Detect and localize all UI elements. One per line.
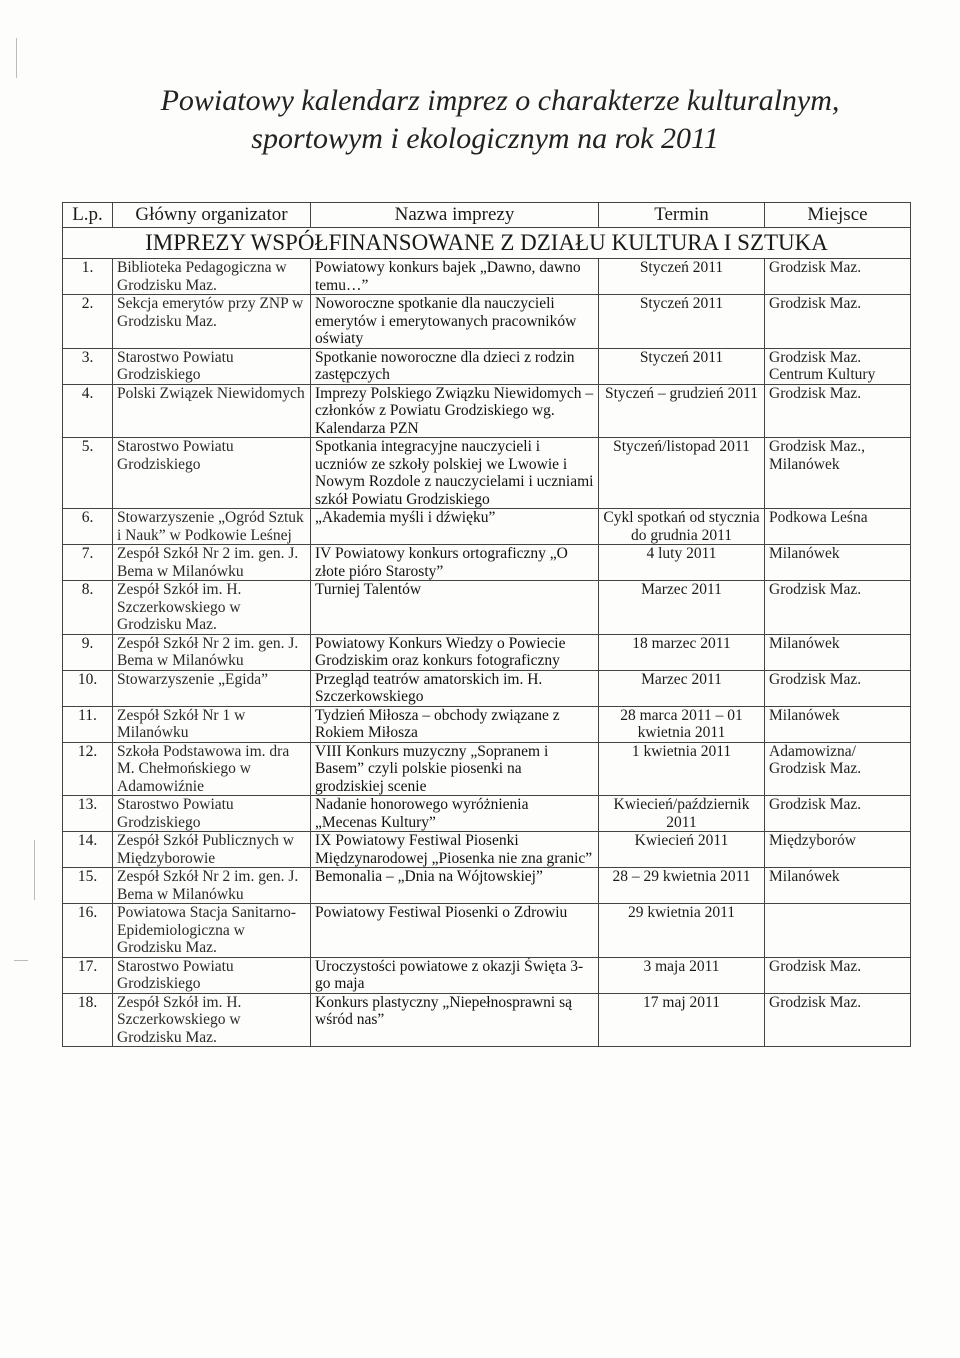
place-cell: Grodzisk Maz.: [765, 670, 911, 706]
row-number: 3.: [63, 348, 113, 384]
place-cell: Grodzisk Maz.: [765, 796, 911, 832]
table-row: [63, 796, 911, 832]
organizer-cell: Stowarzyszenie „Egida”: [113, 670, 311, 706]
event-name-cell: Powiatowy Konkurs Wiedzy o Powiecie Grodziskim oraz konkurs fotograficzny: [311, 634, 599, 670]
date-cell: Kwiecień/październik 2011: [599, 796, 765, 832]
row-number: 4.: [63, 384, 113, 438]
organizer-cell: Starostwo Powiatu Grodziskiego: [113, 796, 311, 832]
row-number: 10.: [63, 670, 113, 706]
scan-edge-mark: [14, 960, 28, 961]
event-name-cell: Turniej Talentów: [311, 581, 599, 635]
event-name-cell: Przegląd teatrów amatorskich im. H. Szczerkowskiego: [311, 670, 599, 706]
title-line-2: sportowym i ekologicznym na rok 2011: [251, 122, 719, 155]
organizer-cell: Polski Związek Niewidomych: [113, 384, 311, 438]
organizer-cell: Zespół Szkół Nr 2 im. gen. J. Bema w Milanówku: [113, 868, 311, 904]
section-title: IMPREZY WSPÓŁFINANSOWANE Z DZIAŁU KULTURA I SZTUKA: [63, 228, 911, 259]
organizer-cell: Sekcja emerytów przy ZNP w Grodzisku Maz.: [113, 295, 311, 349]
table-row: [63, 706, 911, 742]
event-name-cell: Spotkanie noworoczne dla dzieci z rodzin zastępczych: [311, 348, 599, 384]
row-number: 1.: [63, 259, 113, 295]
date-cell: Styczeń – grudzień 2011: [599, 384, 765, 438]
place-cell: Milanówek: [765, 706, 911, 742]
table-row: [63, 509, 911, 545]
header-lp: L.p.: [63, 203, 113, 228]
row-number: 6.: [63, 509, 113, 545]
date-cell: 1 kwietnia 2011: [599, 742, 765, 796]
organizer-cell: Biblioteka Pedagogiczna w Grodzisku Maz.: [113, 259, 311, 295]
date-cell: 4 luty 2011: [599, 545, 765, 581]
table-row: [63, 438, 911, 509]
header-place: Miejsce: [765, 203, 911, 228]
organizer-cell: Stowarzyszenie „Ogród Sztuk i Nauk” w Podkowie Leśnej: [113, 509, 311, 545]
event-name-cell: Nadanie honorowego wyróżnienia „Mecenas Kultury”: [311, 796, 599, 832]
row-number: 8.: [63, 581, 113, 635]
organizer-cell: Zespół Szkół Nr 1 w Milanówku: [113, 706, 311, 742]
organizer-cell: Zespół Szkół Nr 2 im. gen. J. Bema w Milanówku: [113, 545, 311, 581]
organizer-cell: Zespół Szkół Publicznych w Międzyborowie: [113, 832, 311, 868]
table-row: [63, 993, 911, 1047]
events-table: [62, 202, 911, 1047]
place-cell: Grodzisk Maz. Centrum Kultury: [765, 348, 911, 384]
date-cell: Styczeń 2011: [599, 259, 765, 295]
organizer-cell: Zespół Szkół Nr 2 im. gen. J. Bema w Milanówku: [113, 634, 311, 670]
date-cell: Cykl spotkań od stycznia do grudnia 2011: [599, 509, 765, 545]
place-cell: Międzyborów: [765, 832, 911, 868]
header-event: Nazwa imprezy: [311, 203, 599, 228]
place-cell: Podkowa Leśna: [765, 509, 911, 545]
place-cell: Grodzisk Maz.: [765, 581, 911, 635]
date-cell: 28 marca 2011 – 01 kwietnia 2011: [599, 706, 765, 742]
place-cell: Grodzisk Maz.: [765, 957, 911, 993]
date-cell: Styczeń 2011: [599, 348, 765, 384]
event-name-cell: Uroczystości powiatowe z okazji Święta 3-go maja: [311, 957, 599, 993]
row-number: 7.: [63, 545, 113, 581]
table-row: [63, 832, 911, 868]
place-cell: Grodzisk Maz., Milanówek: [765, 438, 911, 509]
row-number: 14.: [63, 832, 113, 868]
date-cell: Kwiecień 2011: [599, 832, 765, 868]
table-row: [63, 670, 911, 706]
date-cell: Styczeń/listopad 2011: [599, 438, 765, 509]
table-row: [63, 957, 911, 993]
place-cell: Milanówek: [765, 634, 911, 670]
organizer-cell: Powiatowa Stacja Sanitarno-Epidemiologiczna w Grodzisku Maz.: [113, 904, 311, 958]
table-row: [63, 348, 911, 384]
row-number: 15.: [63, 868, 113, 904]
row-number: 5.: [63, 438, 113, 509]
place-cell: Grodzisk Maz.: [765, 259, 911, 295]
table-header-row: [63, 203, 911, 228]
row-number: 18.: [63, 993, 113, 1047]
table-row: [63, 295, 911, 349]
organizer-cell: Starostwo Powiatu Grodziskiego: [113, 348, 311, 384]
scan-edge-mark: [16, 38, 17, 78]
table-row: [63, 868, 911, 904]
event-name-cell: Noworoczne spotkanie dla nauczycieli emerytów i emerytowanych pracowników oświaty: [311, 295, 599, 349]
date-cell: 29 kwietnia 2011: [599, 904, 765, 958]
organizer-cell: Starostwo Powiatu Grodziskiego: [113, 438, 311, 509]
event-name-cell: Bemonalia – „Dnia na Wójtowskiej”: [311, 868, 599, 904]
event-name-cell: Powiatowy konkurs bajek „Dawno, dawno temu…”: [311, 259, 599, 295]
organizer-cell: Zespół Szkół im. H. Szczerkowskiego w Grodzisku Maz.: [113, 993, 311, 1047]
table-row: [63, 581, 911, 635]
table-row: [63, 904, 911, 958]
row-number: 2.: [63, 295, 113, 349]
header-organizer: Główny organizator: [113, 203, 311, 228]
table-row: [63, 742, 911, 796]
place-cell: Grodzisk Maz.: [765, 993, 911, 1047]
row-number: 16.: [63, 904, 113, 958]
row-number: 13.: [63, 796, 113, 832]
place-cell: [765, 904, 911, 958]
place-cell: Milanówek: [765, 545, 911, 581]
organizer-cell: Szkoła Podstawowa im. dra M. Chełmońskiego w Adamowiźnie: [113, 742, 311, 796]
organizer-cell: Starostwo Powiatu Grodziskiego: [113, 957, 311, 993]
row-number: 12.: [63, 742, 113, 796]
header-date: Termin: [599, 203, 765, 228]
date-cell: 3 maja 2011: [599, 957, 765, 993]
place-cell: Milanówek: [765, 868, 911, 904]
date-cell: 18 marzec 2011: [599, 634, 765, 670]
event-name-cell: IX Powiatowy Festiwal Piosenki Międzynarodowej „Piosenka nie zna granic”: [311, 832, 599, 868]
event-name-cell: VIII Konkurs muzyczny „Sopranem i Basem” czyli polskie piosenki na grodziskiej scenie: [311, 742, 599, 796]
title-line-1: Powiatowy kalendarz imprez o charakterze kulturalnym,: [160, 84, 840, 117]
date-cell: 17 maj 2011: [599, 993, 765, 1047]
place-cell: Grodzisk Maz.: [765, 384, 911, 438]
date-cell: Styczeń 2011: [599, 295, 765, 349]
scan-edge-mark: [34, 840, 35, 900]
table-row: [63, 634, 911, 670]
event-name-cell: IV Powiatowy konkurs ortograficzny „O złote pióro Starosty”: [311, 545, 599, 581]
event-name-cell: Powiatowy Festiwal Piosenki o Zdrowiu: [311, 904, 599, 958]
document-title: [0, 82, 960, 158]
row-number: 9.: [63, 634, 113, 670]
event-name-cell: Spotkania integracyjne nauczycieli i uczniów ze szkoły polskiej we Lwowie i Nowym Rozdole z nauczycielami i uczniami szkół Powiatu Grodziskiego: [311, 438, 599, 509]
date-cell: Marzec 2011: [599, 670, 765, 706]
organizer-cell: Zespół Szkół im. H. Szczerkowskiego w Grodzisku Maz.: [113, 581, 311, 635]
event-name-cell: Konkurs plastyczny „Niepełnosprawni są wśród nas”: [311, 993, 599, 1047]
section-header-row: [63, 228, 911, 259]
event-name-cell: Tydzień Miłosza – obchody związane z Rokiem Miłosza: [311, 706, 599, 742]
table-row: [63, 545, 911, 581]
event-name-cell: „Akademia myśli i dźwięku”: [311, 509, 599, 545]
date-cell: Marzec 2011: [599, 581, 765, 635]
place-cell: Grodzisk Maz.: [765, 295, 911, 349]
event-name-cell: Imprezy Polskiego Związku Niewidomych – członków z Powiatu Grodziskiego wg. Kalendarza PZN: [311, 384, 599, 438]
table-row: [63, 384, 911, 438]
row-number: 17.: [63, 957, 113, 993]
place-cell: Adamowizna/ Grodzisk Maz.: [765, 742, 911, 796]
date-cell: 28 – 29 kwietnia 2011: [599, 868, 765, 904]
row-number: 11.: [63, 706, 113, 742]
table-row: [63, 259, 911, 295]
